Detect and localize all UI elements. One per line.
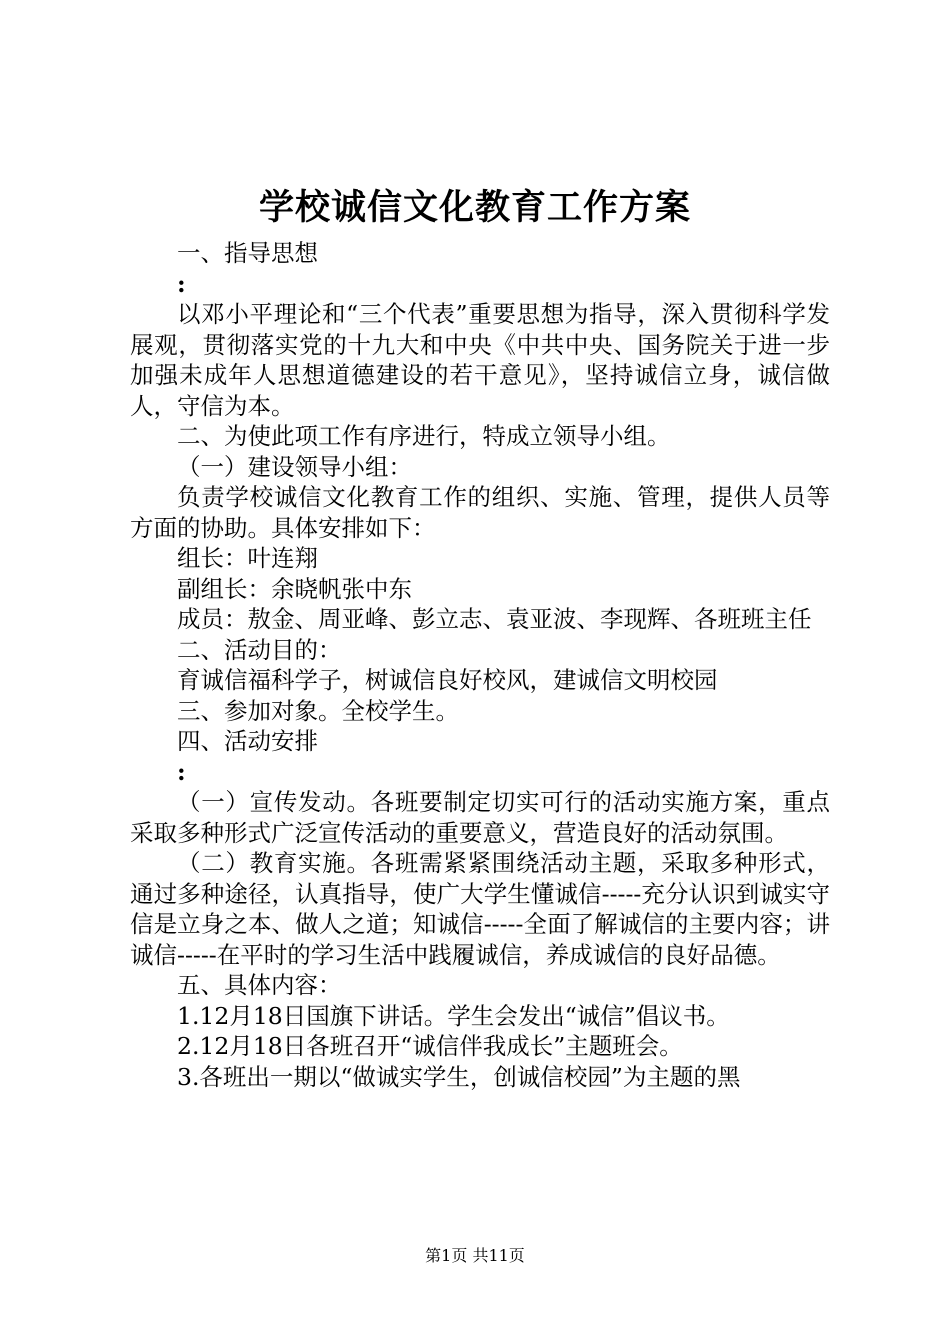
paragraph-guiding-text: 以邓小平理论和“三个代表”重要思想为指导，深入贯彻科学发展观，贯彻落实党的十九大和中央《中共中央、国务院关于进一步加强未成年人思想道德建设的若干意见》，坚持诚信立身，诚信做人，守信为本。 bbox=[130, 300, 830, 420]
heading-participants: 三、参加对象。全校学生。 bbox=[177, 696, 459, 725]
members-line: 成员：敖金、周亚峰、彭立志、袁亚波、李现辉、各班班主任 bbox=[177, 605, 812, 633]
paragraph-education: （二）教育实施。各班需紧紧围绕活动主题，采取多种形式，通过多种途径，认真指导，使广大学生懂诚信-----充分认识到诚实守信是立身之本、做人之道；知诚信-----全面了解诚信的主要内容；讲诚信-----在平时的学习生活中践履诚信，养成诚信的良好品德。 bbox=[130, 849, 830, 969]
colon-line: : bbox=[177, 269, 186, 298]
list-item-1: 1.12月18日国旗下讲话。学生会发出“诚信”倡议书。 bbox=[177, 1001, 730, 1030]
heading-guiding-ideology: 一、指导思想 bbox=[177, 239, 318, 267]
document-body bbox=[130, 238, 830, 1092]
group-leader-line: 组长：叶连翔 bbox=[177, 544, 318, 572]
heading-leadership: 二、为使此项工作有序进行，特成立领导小组。 bbox=[177, 422, 671, 450]
colon-line: : bbox=[177, 757, 186, 786]
paragraph-leadership-duty: 负责学校诚信文化教育工作的组织、实施、管理，提供人员等方面的协助。具体安排如下： bbox=[130, 483, 830, 542]
deputy-leader-line: 副组长：余晓帆张中东 bbox=[177, 574, 412, 603]
subheading-leadership-group: （一）建设领导小组： bbox=[177, 452, 412, 481]
paragraph-activity-purpose: 育诚信福科学子，树诚信良好校风，建诚信文明校园 bbox=[177, 666, 718, 694]
heading-specific-content: 五、具体内容： bbox=[177, 971, 342, 999]
list-item-2: 2.12月18日各班召开“诚信伴我成长”主题班会。 bbox=[177, 1032, 683, 1060]
heading-activity-arrangement: 四、活动安排 bbox=[177, 727, 318, 755]
page-number-footer: 第1页 共11页 bbox=[425, 1246, 525, 1265]
document-title: 学校诚信文化教育工作方案 bbox=[258, 187, 691, 228]
list-item-3: 3.各班出一期以“做诚实学生，创诚信校园”为主题的黑 bbox=[177, 1062, 741, 1091]
paragraph-publicity: （一）宣传发动。各班要制定切实可行的活动实施方案，重点采取多种形式广泛宣传活动的重要意义，营造良好的活动氛围。 bbox=[130, 788, 830, 847]
heading-activity-purpose: 二、活动目的： bbox=[177, 635, 342, 664]
